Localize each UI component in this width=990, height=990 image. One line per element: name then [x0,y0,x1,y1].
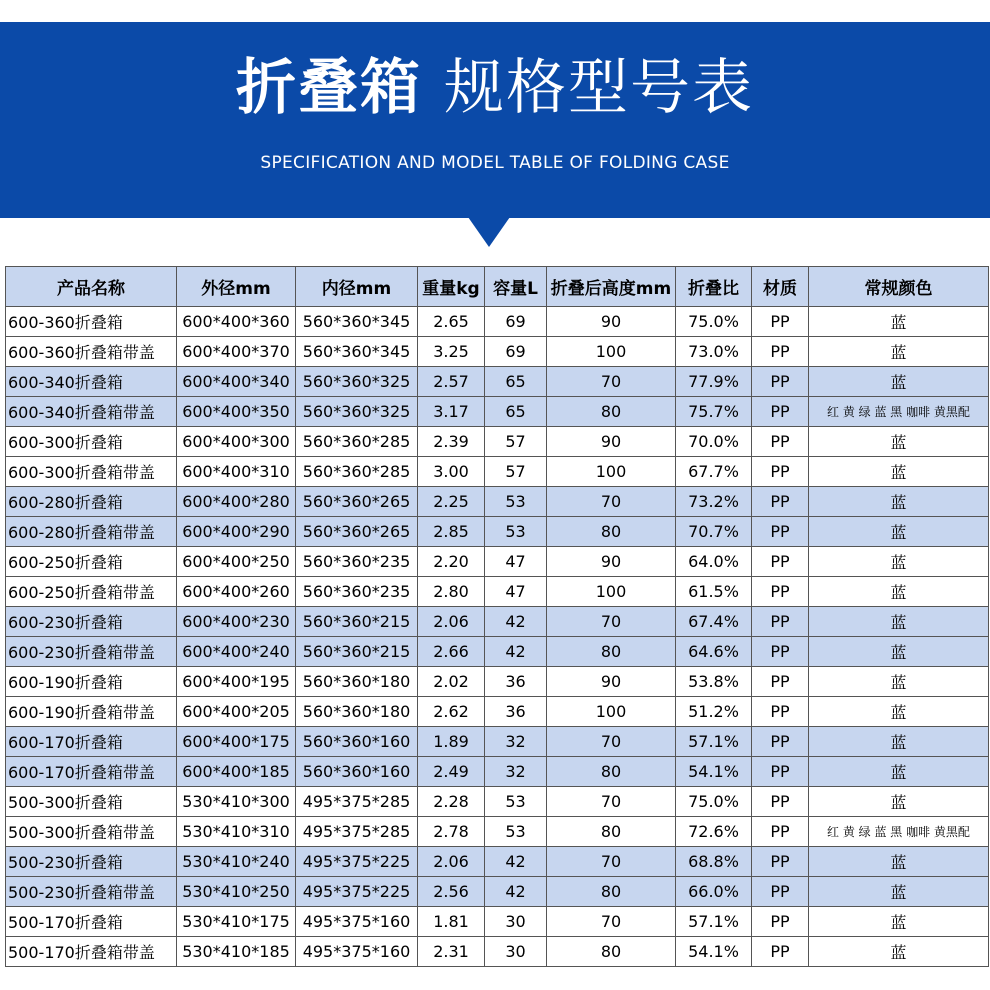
material-cell: PP [752,697,809,727]
outer-dimension-cell: 600*400*250 [177,547,296,577]
material-cell: PP [752,847,809,877]
outer-dimension-cell: 600*400*195 [177,667,296,697]
capacity-cell: 36 [485,667,547,697]
folded-height-cell: 80 [547,637,676,667]
material-cell: PP [752,877,809,907]
inner-dimension-cell: 560*360*215 [296,607,418,637]
title-rest: 规格型号表 [444,53,754,123]
material-cell: PP [752,457,809,487]
capacity-cell: 32 [485,727,547,757]
outer-dimension-cell: 530*410*175 [177,907,296,937]
material-cell: PP [752,577,809,607]
weight-cell: 2.80 [418,577,485,607]
outer-dimension-cell: 530*410*240 [177,847,296,877]
colors-cell: 蓝 [809,577,989,607]
material-cell: PP [752,517,809,547]
fold-ratio-cell: 54.1% [676,937,752,967]
material-cell: PP [752,487,809,517]
product-name-cell: 600-360折叠箱 [6,307,177,337]
folded-height-cell: 70 [547,607,676,637]
table-row [6,697,989,727]
weight-cell: 2.06 [418,847,485,877]
product-name-cell: 600-230折叠箱带盖 [6,637,177,667]
fold-ratio-cell: 66.0% [676,877,752,907]
fold-ratio-cell: 77.9% [676,367,752,397]
material-cell: PP [752,907,809,937]
inner-dimension-cell: 560*360*160 [296,727,418,757]
fold-ratio-cell: 67.7% [676,457,752,487]
outer-dimension-cell: 600*400*280 [177,487,296,517]
column-header: 外径mm [177,267,296,307]
product-name-cell: 500-300折叠箱 [6,787,177,817]
table-row [6,547,989,577]
table-row [6,487,989,517]
inner-dimension-cell: 560*360*345 [296,307,418,337]
colors-cell: 蓝 [809,637,989,667]
fold-ratio-cell: 57.1% [676,907,752,937]
colors-cell: 红 黄 绿 蓝 黑 咖啡 黄黑配 [809,397,989,427]
folded-height-cell: 80 [547,757,676,787]
folded-height-cell: 70 [547,847,676,877]
folded-height-cell: 100 [547,577,676,607]
material-cell: PP [752,727,809,757]
fold-ratio-cell: 57.1% [676,727,752,757]
weight-cell: 2.85 [418,517,485,547]
table-row [6,907,989,937]
folded-height-cell: 80 [547,517,676,547]
table-row [6,757,989,787]
product-name-cell: 500-230折叠箱 [6,847,177,877]
weight-cell: 2.20 [418,547,485,577]
colors-cell: 蓝 [809,907,989,937]
capacity-cell: 53 [485,787,547,817]
weight-cell: 1.89 [418,727,485,757]
inner-dimension-cell: 495*375*285 [296,787,418,817]
inner-dimension-cell: 560*360*235 [296,577,418,607]
inner-dimension-cell: 560*360*345 [296,337,418,367]
weight-cell: 2.65 [418,307,485,337]
material-cell: PP [752,427,809,457]
outer-dimension-cell: 600*400*185 [177,757,296,787]
inner-dimension-cell: 495*375*225 [296,877,418,907]
fold-ratio-cell: 67.4% [676,607,752,637]
capacity-cell: 53 [485,817,547,847]
weight-cell: 3.17 [418,397,485,427]
column-header: 重量kg [418,267,485,307]
outer-dimension-cell: 600*400*360 [177,307,296,337]
fold-ratio-cell: 68.8% [676,847,752,877]
colors-cell: 蓝 [809,607,989,637]
outer-dimension-cell: 600*400*290 [177,517,296,547]
colors-cell: 蓝 [809,787,989,817]
weight-cell: 3.25 [418,337,485,367]
product-name-cell: 600-190折叠箱带盖 [6,697,177,727]
product-name-cell: 600-300折叠箱 [6,427,177,457]
fold-ratio-cell: 72.6% [676,817,752,847]
table-row [6,667,989,697]
inner-dimension-cell: 560*360*265 [296,487,418,517]
folded-height-cell: 80 [547,877,676,907]
weight-cell: 2.31 [418,937,485,967]
column-header: 折叠后高度mm [547,267,676,307]
inner-dimension-cell: 560*360*160 [296,757,418,787]
page-title [0,50,990,126]
column-header: 材质 [752,267,809,307]
colors-cell: 蓝 [809,937,989,967]
colors-cell: 蓝 [809,667,989,697]
material-cell: PP [752,367,809,397]
product-name-cell: 600-250折叠箱 [6,547,177,577]
capacity-cell: 69 [485,337,547,367]
table-row [6,847,989,877]
outer-dimension-cell: 530*410*300 [177,787,296,817]
capacity-cell: 53 [485,517,547,547]
table-row [6,607,989,637]
outer-dimension-cell: 530*410*185 [177,937,296,967]
column-header: 折叠比 [676,267,752,307]
folded-height-cell: 90 [547,307,676,337]
outer-dimension-cell: 600*400*310 [177,457,296,487]
table-row [6,637,989,667]
inner-dimension-cell: 495*375*160 [296,937,418,967]
material-cell: PP [752,937,809,967]
colors-cell: 蓝 [809,757,989,787]
table-row [6,397,989,427]
folded-height-cell: 70 [547,787,676,817]
column-header: 产品名称 [6,267,177,307]
product-name-cell: 500-230折叠箱带盖 [6,877,177,907]
colors-cell: 蓝 [809,427,989,457]
capacity-cell: 30 [485,907,547,937]
capacity-cell: 65 [485,367,547,397]
outer-dimension-cell: 600*400*205 [177,697,296,727]
fold-ratio-cell: 53.8% [676,667,752,697]
outer-dimension-cell: 530*410*310 [177,817,296,847]
fold-ratio-cell: 75.0% [676,787,752,817]
table-row [6,817,989,847]
folded-height-cell: 90 [547,547,676,577]
product-name-cell: 600-230折叠箱 [6,607,177,637]
table-row [6,307,989,337]
table-row [6,427,989,457]
product-name-cell: 600-170折叠箱带盖 [6,757,177,787]
material-cell: PP [752,817,809,847]
weight-cell: 2.62 [418,697,485,727]
fold-ratio-cell: 73.0% [676,337,752,367]
material-cell: PP [752,607,809,637]
inner-dimension-cell: 495*375*225 [296,847,418,877]
weight-cell: 2.25 [418,487,485,517]
weight-cell: 2.57 [418,367,485,397]
inner-dimension-cell: 560*360*265 [296,517,418,547]
outer-dimension-cell: 600*400*300 [177,427,296,457]
inner-dimension-cell: 560*360*285 [296,457,418,487]
product-name-cell: 600-340折叠箱带盖 [6,397,177,427]
colors-cell: 蓝 [809,517,989,547]
material-cell: PP [752,667,809,697]
table-row [6,517,989,547]
capacity-cell: 47 [485,547,547,577]
folded-height-cell: 100 [547,457,676,487]
outer-dimension-cell: 600*400*175 [177,727,296,757]
column-header: 内径mm [296,267,418,307]
weight-cell: 2.28 [418,787,485,817]
colors-cell: 蓝 [809,307,989,337]
capacity-cell: 42 [485,877,547,907]
weight-cell: 2.39 [418,427,485,457]
table-row [6,727,989,757]
capacity-cell: 42 [485,847,547,877]
material-cell: PP [752,787,809,817]
weight-cell: 2.02 [418,667,485,697]
fold-ratio-cell: 61.5% [676,577,752,607]
inner-dimension-cell: 560*360*285 [296,427,418,457]
outer-dimension-cell: 600*400*350 [177,397,296,427]
inner-dimension-cell: 560*360*180 [296,697,418,727]
fold-ratio-cell: 54.1% [676,757,752,787]
capacity-cell: 30 [485,937,547,967]
capacity-cell: 57 [485,427,547,457]
folded-height-cell: 80 [547,817,676,847]
folded-height-cell: 70 [547,367,676,397]
weight-cell: 2.49 [418,757,485,787]
folded-height-cell: 70 [547,487,676,517]
capacity-cell: 47 [485,577,547,607]
colors-cell: 蓝 [809,727,989,757]
colors-cell: 蓝 [809,877,989,907]
weight-cell: 2.66 [418,637,485,667]
product-name-cell: 600-280折叠箱带盖 [6,517,177,547]
material-cell: PP [752,757,809,787]
product-name-cell: 500-170折叠箱带盖 [6,937,177,967]
folded-height-cell: 80 [547,397,676,427]
fold-ratio-cell: 64.6% [676,637,752,667]
folded-height-cell: 90 [547,427,676,457]
capacity-cell: 65 [485,397,547,427]
table-row [6,337,989,367]
table-row [6,877,989,907]
inner-dimension-cell: 560*360*215 [296,637,418,667]
title-bold: 折叠箱 [236,53,422,123]
outer-dimension-cell: 600*400*240 [177,637,296,667]
material-cell: PP [752,307,809,337]
fold-ratio-cell: 70.7% [676,517,752,547]
table-row [6,787,989,817]
table-row [6,937,989,967]
capacity-cell: 32 [485,757,547,787]
product-name-cell: 500-170折叠箱 [6,907,177,937]
weight-cell: 2.06 [418,607,485,637]
folded-height-cell: 70 [547,907,676,937]
colors-cell: 蓝 [809,847,989,877]
capacity-cell: 36 [485,697,547,727]
fold-ratio-cell: 70.0% [676,427,752,457]
inner-dimension-cell: 560*360*235 [296,547,418,577]
product-name-cell: 600-300折叠箱带盖 [6,457,177,487]
colors-cell: 蓝 [809,367,989,397]
capacity-cell: 57 [485,457,547,487]
banner-arrow [468,217,510,247]
folded-height-cell: 100 [547,337,676,367]
colors-cell: 蓝 [809,547,989,577]
capacity-cell: 42 [485,607,547,637]
inner-dimension-cell: 560*360*180 [296,667,418,697]
table-row [6,457,989,487]
product-name-cell: 600-360折叠箱带盖 [6,337,177,367]
weight-cell: 2.78 [418,817,485,847]
folded-height-cell: 90 [547,667,676,697]
column-header: 常规颜色 [809,267,989,307]
product-name-cell: 500-300折叠箱带盖 [6,817,177,847]
product-name-cell: 600-170折叠箱 [6,727,177,757]
capacity-cell: 69 [485,307,547,337]
outer-dimension-cell: 530*410*250 [177,877,296,907]
product-name-cell: 600-340折叠箱 [6,367,177,397]
weight-cell: 3.00 [418,457,485,487]
product-name-cell: 600-250折叠箱带盖 [6,577,177,607]
weight-cell: 2.56 [418,877,485,907]
colors-cell: 蓝 [809,697,989,727]
fold-ratio-cell: 75.0% [676,307,752,337]
capacity-cell: 53 [485,487,547,517]
folded-height-cell: 100 [547,697,676,727]
outer-dimension-cell: 600*400*260 [177,577,296,607]
colors-cell: 蓝 [809,457,989,487]
folded-height-cell: 70 [547,727,676,757]
product-name-cell: 600-190折叠箱 [6,667,177,697]
outer-dimension-cell: 600*400*370 [177,337,296,367]
material-cell: PP [752,337,809,367]
inner-dimension-cell: 495*375*285 [296,817,418,847]
spec-table [5,266,989,967]
fold-ratio-cell: 64.0% [676,547,752,577]
fold-ratio-cell: 75.7% [676,397,752,427]
colors-cell: 蓝 [809,487,989,517]
fold-ratio-cell: 73.2% [676,487,752,517]
product-name-cell: 600-280折叠箱 [6,487,177,517]
page-subtitle: SPECIFICATION AND MODEL TABLE OF FOLDING CASE [260,153,730,173]
material-cell: PP [752,397,809,427]
material-cell: PP [752,637,809,667]
table-row [6,577,989,607]
fold-ratio-cell: 51.2% [676,697,752,727]
outer-dimension-cell: 600*400*340 [177,367,296,397]
table-row [6,367,989,397]
material-cell: PP [752,547,809,577]
colors-cell: 红 黄 绿 蓝 黑 咖啡 黄黑配 [809,817,989,847]
table-header-row [6,267,989,307]
colors-cell: 蓝 [809,337,989,367]
column-header: 容量L [485,267,547,307]
inner-dimension-cell: 560*360*325 [296,397,418,427]
weight-cell: 1.81 [418,907,485,937]
outer-dimension-cell: 600*400*230 [177,607,296,637]
inner-dimension-cell: 560*360*325 [296,367,418,397]
folded-height-cell: 80 [547,937,676,967]
inner-dimension-cell: 495*375*160 [296,907,418,937]
capacity-cell: 42 [485,637,547,667]
